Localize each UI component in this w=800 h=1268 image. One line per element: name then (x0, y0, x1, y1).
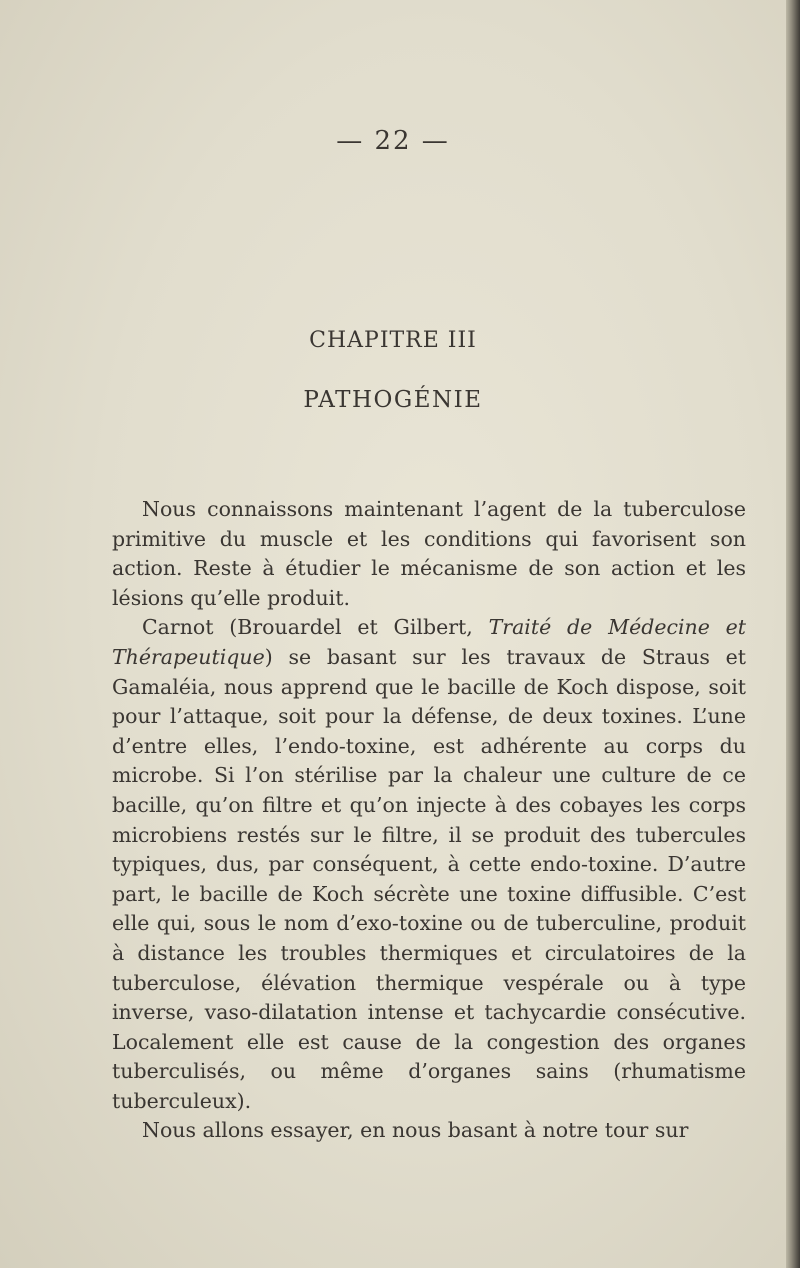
paragraph-3: Nous allons essayer, en nous basant à notre tour sur (142, 1118, 689, 1143)
book-binding-edge (786, 0, 800, 1268)
paragraph-2 (112, 613, 746, 1116)
chapter-heading: CHAPITRE III (309, 328, 477, 353)
paragraph-2-body: ) se basant sur les travaux de Straus et Gamaléia, nous apprend que le bacille de Koch dispose, soit pour l’attaque, soit pour la défense, de deux toxines. L’une d’entre elles, l’endo-toxine, est adhérente au corps du microbe. Si l’on stérilise par la chaleur une culture de ce bacille, qu’on filtre et qu’on injecte à des cobayes les corps microbiens restés sur le filtre, il se produit des tubercules typiques, dus, par conséquent, à cette endo-toxine. D’autre part, le bacille de Koch sécrète une toxine diffusible. C’est elle qui, sous le nom d’exo-toxine ou de tuberculine, produit à distance les troubles thermiques et circulatoires de la tuberculose, élévation thermique vespérale ou à type inverse, vaso-dilatation intense et tachycardie consécutive. Localement elle est cause de la congestion des organes tuberculisés, ou même d’organes sains (rhumatisme tuberculeux). (112, 644, 746, 1113)
section-heading: PATHOGÉNIE (303, 387, 483, 413)
cited-work-title: Traité de Médecine et Thérapeutique (112, 615, 747, 669)
paragraph-1: Nous connaissons maintenant l’agent de la tuberculose primitive du muscle et les conditions qui favorisent son action. Reste à étudier le mécanisme de son action et les lésions qu’elle produit. (112, 497, 746, 610)
page-number: — 22 — (336, 126, 450, 156)
paragraph-2-lead: Carnot (Brouardel et Gilbert, (142, 615, 489, 640)
body-text (112, 495, 746, 1146)
